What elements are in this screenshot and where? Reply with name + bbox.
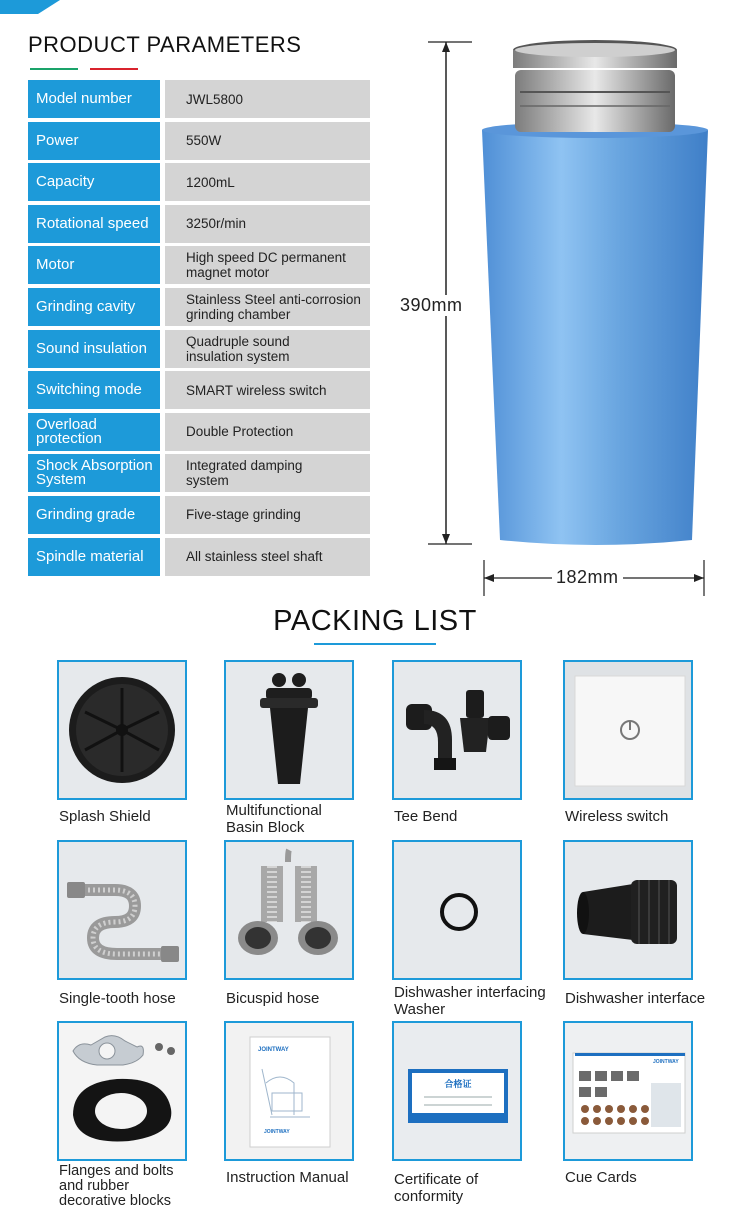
dishwasher-interface-icon bbox=[565, 842, 691, 978]
title-underline-green bbox=[30, 68, 78, 70]
param-label: Switching mode bbox=[28, 371, 160, 409]
param-value: Quadruple sound insulation system bbox=[165, 330, 370, 368]
param-label: Spindle material bbox=[28, 538, 160, 576]
packing-item bbox=[563, 1021, 693, 1186]
param-label: Sound insulation bbox=[28, 330, 160, 368]
param-value: 550W bbox=[165, 122, 370, 160]
parameters-table bbox=[28, 80, 370, 579]
basin-block-icon bbox=[226, 662, 352, 798]
param-value: 3250r/min bbox=[165, 205, 370, 243]
param-row bbox=[28, 80, 370, 118]
packing-item-label: Dishwasher interface bbox=[565, 990, 706, 1007]
packing-item bbox=[563, 840, 706, 1007]
param-row bbox=[28, 246, 370, 284]
param-row bbox=[28, 288, 370, 326]
param-value: 1200mL bbox=[165, 163, 370, 201]
corner-decoration bbox=[0, 0, 60, 14]
param-label: Power bbox=[28, 122, 160, 160]
param-value: High speed DC permanent magnet motor bbox=[165, 246, 370, 284]
manual-icon bbox=[226, 1023, 352, 1159]
param-row bbox=[28, 454, 370, 492]
param-row bbox=[28, 496, 370, 534]
param-value: Stainless Steel anti-corrosion grinding chamber bbox=[165, 288, 370, 326]
washer-ring-icon bbox=[394, 842, 520, 978]
param-row bbox=[28, 371, 370, 409]
packing-item bbox=[392, 660, 522, 825]
param-label: Grinding grade bbox=[28, 496, 160, 534]
param-row bbox=[28, 122, 370, 160]
svg-text:合格证: 合格证 bbox=[444, 1080, 472, 1090]
param-value: All stainless steel shaft bbox=[165, 538, 370, 576]
param-value: Double Protection bbox=[165, 413, 370, 451]
title-underline-red bbox=[90, 68, 138, 70]
packing-item bbox=[224, 1021, 354, 1186]
param-value: JWL5800 bbox=[165, 80, 370, 118]
param-row bbox=[28, 163, 370, 201]
product-dimension-drawing bbox=[380, 30, 740, 610]
packing-item bbox=[224, 660, 354, 836]
packing-item-label: Multifunctional Basin Block bbox=[226, 802, 322, 836]
param-value: Integrated damping system bbox=[165, 454, 370, 492]
svg-text:JOINTWAY: JOINTWAY bbox=[653, 1059, 679, 1065]
packing-title: PACKING LIST bbox=[273, 605, 477, 637]
packing-item bbox=[57, 840, 187, 1007]
packing-item-label: Dishwasher interfacing Washer bbox=[394, 984, 546, 1018]
parameters-title: PRODUCT PARAMETERS bbox=[28, 32, 302, 57]
packing-item bbox=[57, 1021, 187, 1209]
param-label: Overload protection bbox=[28, 413, 160, 451]
packing-item bbox=[563, 660, 693, 825]
tee-bend-icon bbox=[394, 662, 520, 798]
packing-item-label: Cue Cards bbox=[565, 1169, 637, 1186]
packing-item-label: Splash Shield bbox=[59, 808, 151, 825]
param-value: SMART wireless switch bbox=[165, 371, 370, 409]
svg-text:JOINTWAY: JOINTWAY bbox=[264, 1129, 290, 1135]
param-label: Shock Absorption System bbox=[28, 454, 160, 492]
param-row bbox=[28, 330, 370, 368]
cue-cards-icon bbox=[565, 1023, 691, 1159]
param-label: Model number bbox=[28, 80, 160, 118]
param-label: Motor bbox=[28, 246, 160, 284]
packing-item-label: Bicuspid hose bbox=[226, 990, 320, 1007]
packing-item bbox=[392, 1021, 522, 1205]
packing-item bbox=[392, 840, 546, 1018]
certificate-icon bbox=[394, 1023, 520, 1159]
packing-item-label: Wireless switch bbox=[565, 808, 669, 825]
param-label: Grinding cavity bbox=[28, 288, 160, 326]
packing-item-label: Single-tooth hose bbox=[59, 990, 176, 1007]
param-row bbox=[28, 538, 370, 576]
param-value: Five-stage grinding bbox=[165, 496, 370, 534]
bicuspid-hose-icon bbox=[226, 842, 352, 978]
param-label: Rotational speed bbox=[28, 205, 160, 243]
height-label: 390mm bbox=[400, 295, 463, 315]
packing-item bbox=[57, 660, 187, 825]
svg-text:JOINTWAY: JOINTWAY bbox=[258, 1047, 289, 1053]
splash-shield-icon bbox=[59, 662, 185, 798]
flanges-bolts-icon bbox=[59, 1023, 185, 1159]
packing-item-label: Instruction Manual bbox=[226, 1169, 349, 1186]
param-row bbox=[28, 413, 370, 451]
param-label: Capacity bbox=[28, 163, 160, 201]
packing-item-label: Tee Bend bbox=[394, 808, 458, 825]
packing-item-label: Certificate of conformity bbox=[394, 1171, 479, 1205]
packing-item-label: Flanges and bolts and rubber decorative blocks bbox=[59, 1163, 174, 1209]
wireless-switch-icon bbox=[565, 662, 691, 798]
single-tooth-hose-icon bbox=[59, 842, 185, 978]
packing-title-underline bbox=[314, 643, 436, 645]
width-label: 182mm bbox=[552, 567, 623, 588]
param-row bbox=[28, 205, 370, 243]
packing-item bbox=[224, 840, 354, 1007]
